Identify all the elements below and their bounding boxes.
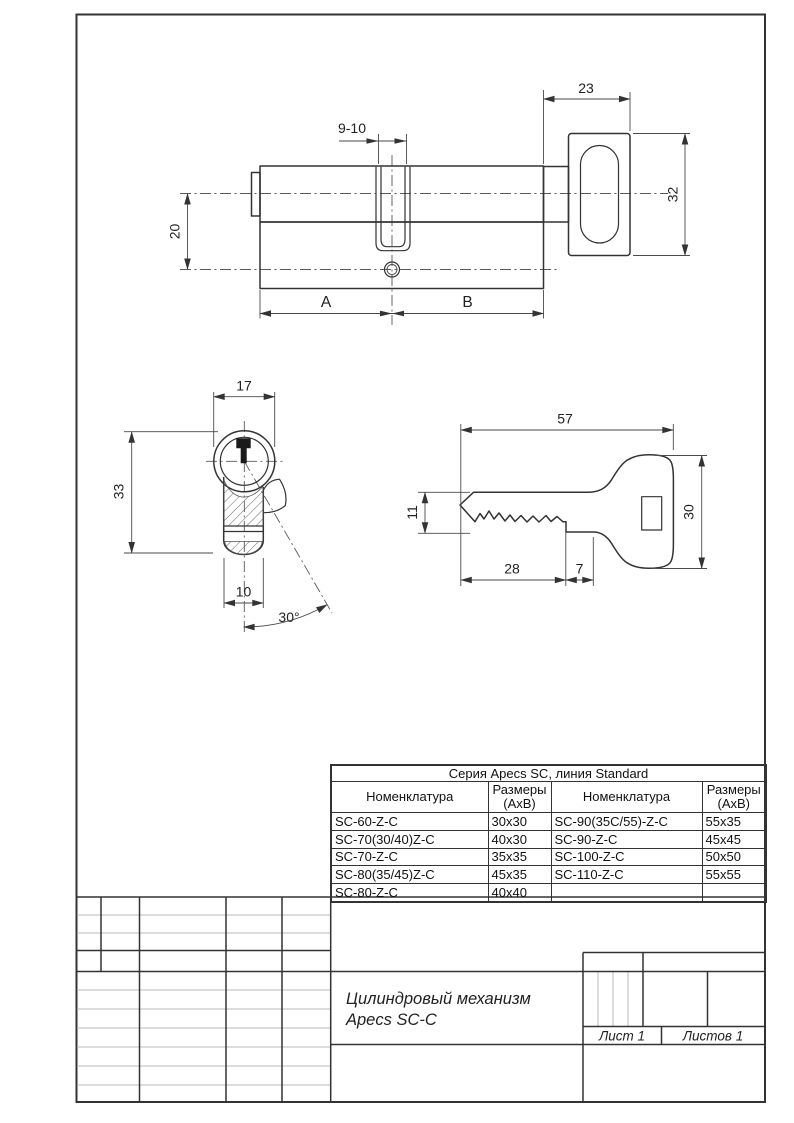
front-view [111,378,333,634]
dim-knob-height [633,134,690,256]
col-header-sizes-line1: Размеры [492,782,547,797]
dim-blade-height [404,492,470,533]
size-table-title: Серия Apecs SC, линия Standard [331,765,766,782]
table-cell: SC-90-Z-C [551,830,702,848]
table-row [331,884,766,902]
key-view [404,411,707,587]
knob-neck [544,167,569,223]
dim-head-height [655,456,707,569]
dim-label-blade-length: 28 [504,560,520,577]
table-cell: SC-80-Z-C [331,884,488,902]
dim-knob-depth [544,80,631,164]
dim-label-a: A [320,294,332,311]
table-row [331,813,766,831]
col-header-sizes-line1: Размеры [706,782,761,797]
table-row [331,848,766,866]
dim-label-axis-offset: 20 [166,223,183,240]
table-cell: 45x45 [702,830,766,848]
dim-label-face-width: 17 [236,377,252,394]
side-view [167,80,691,325]
cylinder-body [260,222,544,289]
document-title-line2: Apecs SC-C [346,1011,437,1029]
cam-inner [381,167,405,247]
thumb-knob [569,134,631,256]
dim-label-knob-depth: 23 [578,80,594,96]
dim-label-face-height: 33 [110,483,127,500]
table-cell: 40x40 [488,884,551,902]
keyway-slot [236,438,250,463]
dim-label-cam-angle: 30° [278,609,300,625]
table-row [331,866,766,884]
dim-label-head-height: 30 [680,504,697,520]
dim-label-knob-height: 32 [664,186,681,203]
table-cell: SC-60-Z-C [331,813,488,831]
table-cell: SC-110-Z-C [551,866,702,884]
table-cell: 40x30 [488,830,551,848]
sheet-number: Лист 1 [598,1028,646,1044]
hatch-cap [225,542,262,555]
thumb-knob-grip [581,146,619,244]
col-header-nomenclature: Номенклатура [331,782,488,813]
table-cell: SC-100-Z-C [551,848,702,866]
table-cell: 50x50 [702,848,766,866]
table-cell: SC-80(35/45)Z-C [331,866,488,884]
dim-blade-length [461,524,594,586]
col-header-sizes-line2: (АхВ) [717,796,750,811]
dim-label-key-length: 57 [557,410,573,427]
dim-cam-width [338,120,407,164]
table-cell: 35x35 [488,848,551,866]
dim-a-b [260,290,544,319]
cylinder-barrel [260,166,544,222]
table-cell: SC-70(30/40)Z-C [331,830,488,848]
cylinder-front-tip [252,173,261,217]
table-cell: SC-70-Z-C [331,848,488,866]
dim-label-b: B [462,294,473,311]
table-cell: 30x30 [488,813,551,831]
table-cell: 45x35 [488,866,551,884]
table-cell: SC-90(35C/55)-Z-C [551,813,702,831]
col-header-sizes [702,782,766,813]
dim-label-shoulder: 7 [575,560,584,577]
sheets-total: Листов 1 [682,1028,744,1044]
table-cell [551,884,702,902]
dim-cam-angle [244,605,328,627]
dim-body-width [224,558,263,608]
dim-label-blade-height: 11 [404,505,420,520]
cam-lobe [263,479,286,513]
table-cell: 55x55 [702,866,766,884]
dim-label-body-width: 10 [235,583,252,600]
col-header-nomenclature: Номенклатура [551,782,702,813]
hatch-upper [224,480,263,526]
dim-face-height [111,432,219,553]
axis-cam-angle [244,461,332,613]
table-cell [702,884,766,902]
dim-label-cam-width: 9-10 [337,120,367,136]
table-row [331,830,766,848]
title-block [77,897,766,1102]
sheet-frame [77,15,766,1103]
dim-axis-offset [167,194,188,270]
document-title-line1: Цилиндровый механизм [346,990,531,1008]
table-cell: 55x35 [702,813,766,831]
col-header-sizes-line2: (АхВ) [503,796,536,811]
key-hole [642,497,662,530]
col-header-sizes [488,782,551,813]
size-table [330,764,766,901]
